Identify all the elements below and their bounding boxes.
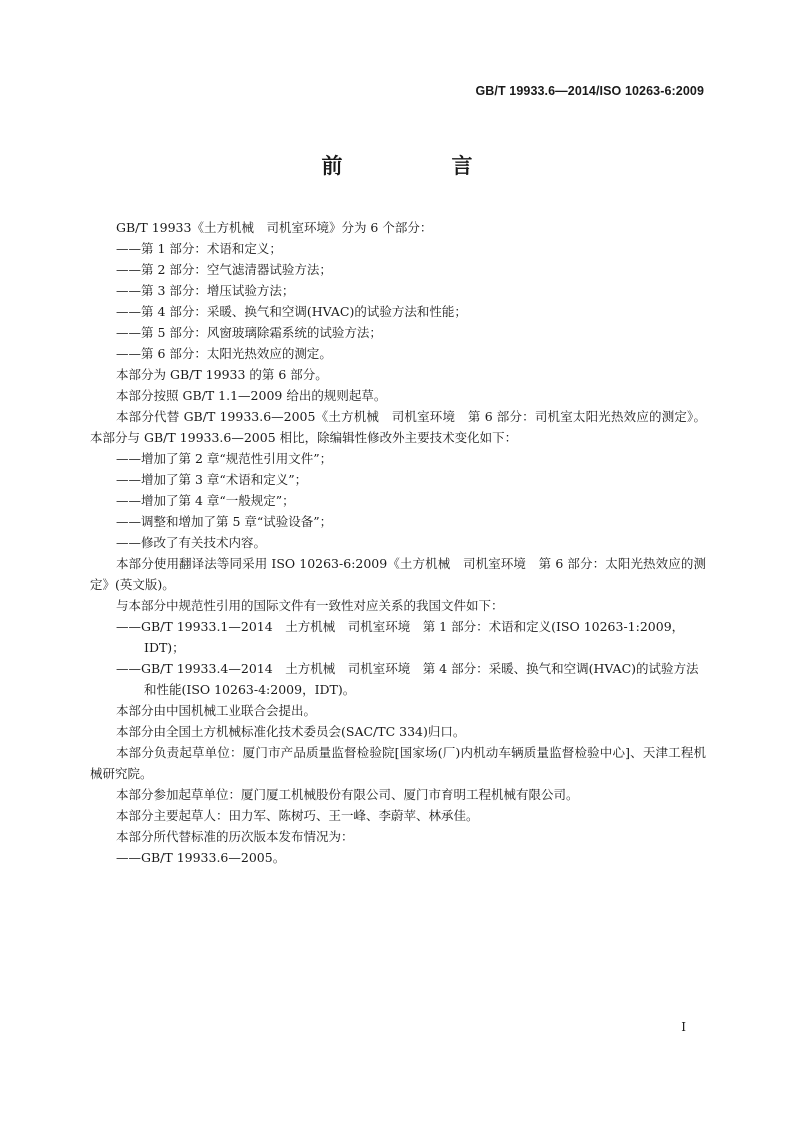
list-item: ——调整和增加了第 5 章“试验设备”； bbox=[116, 514, 333, 529]
list-item: ——增加了第 2 章“规范性引用文件”； bbox=[116, 451, 333, 466]
page-number: I bbox=[681, 1020, 686, 1034]
list-item: ——增加了第 4 章“一般规定”； bbox=[116, 493, 295, 508]
list-item: ——GB/T 19933.6—2005。 bbox=[116, 850, 286, 865]
foreword-body bbox=[90, 217, 706, 868]
list-item: ——GB/T 19933.1—2014 土方机械 司机室环境 第 1 部分：术语和定义(ISO 10263-1:2009，IDT)； bbox=[116, 619, 685, 655]
list-item: ——第 3 部分：增压试验方法； bbox=[116, 283, 295, 298]
paragraph: 本部分按照 GB/T 1.1—2009 给出的规则起草。 bbox=[116, 388, 387, 403]
paragraph: 本部分代替 GB/T 19933.6—2005《土方机械 司机室环境 第 6 部分：司机室太阳光热效应的测定》。本部分与 GB/T 19933.6—2005 相比，除编辑性修改外主要技术变化如下： bbox=[90, 409, 706, 445]
paragraph: 本部分由全国土方机械标准化技术委员会(SAC/TC 334)归口。 bbox=[116, 724, 466, 739]
list-item: ——第 5 部分：风窗玻璃除霜系统的试验方法； bbox=[116, 325, 382, 340]
list-item: ——第 1 部分：术语和定义； bbox=[116, 241, 282, 256]
list-item: ——修改了有关技术内容。 bbox=[116, 535, 267, 550]
paragraph: GB/T 19933《土方机械 司机室环境》分为 6 个部分： bbox=[116, 220, 433, 235]
paragraph: 与本部分中规范性引用的国际文件有一致性对应关系的我国文件如下： bbox=[116, 598, 504, 613]
list-item: ——第 4 部分：采暖、换气和空调(HVAC)的试验方法和性能； bbox=[116, 304, 467, 319]
paragraph: 本部分所代替标准的历次版本发布情况为： bbox=[116, 829, 354, 844]
paragraph: 本部分使用翻译法等同采用 ISO 10263-6:2009《土方机械 司机室环境 第 6 部分：太阳光热效应的测定》(英文版)。 bbox=[90, 556, 706, 592]
paragraph: 本部分主要起草人：田力军、陈树巧、王一峰、李蔚苹、林承佳。 bbox=[116, 808, 479, 823]
page-title: 前 言 bbox=[321, 154, 517, 178]
list-item: ——增加了第 3 章“术语和定义”； bbox=[116, 472, 308, 487]
list-item: ——第 6 部分：太阳光热效应的测定。 bbox=[116, 346, 332, 361]
list-item: ——第 2 部分：空气滤清器试验方法； bbox=[116, 262, 332, 277]
list-item: ——GB/T 19933.4—2014 土方机械 司机室环境 第 4 部分：采暖、换气和空调(HVAC)的试验方法和性能(ISO 10263-4:2009，IDT)。 bbox=[116, 661, 699, 697]
standard-code: GB/T 19933.6—2014/ISO 10263-6:2009 bbox=[475, 84, 704, 98]
paragraph: 本部分参加起草单位：厦门厦工机械股份有限公司、厦门市育明工程机械有限公司。 bbox=[116, 787, 579, 802]
paragraph: 本部分为 GB/T 19933 的第 6 部分。 bbox=[116, 367, 328, 382]
paragraph: 本部分由中国机械工业联合会提出。 bbox=[116, 703, 317, 718]
paragraph: 本部分负责起草单位：厦门市产品质量监督检验院[国家场(厂)内机动车辆质量监督检验中心]、天津工程机械研究院。 bbox=[90, 745, 706, 781]
